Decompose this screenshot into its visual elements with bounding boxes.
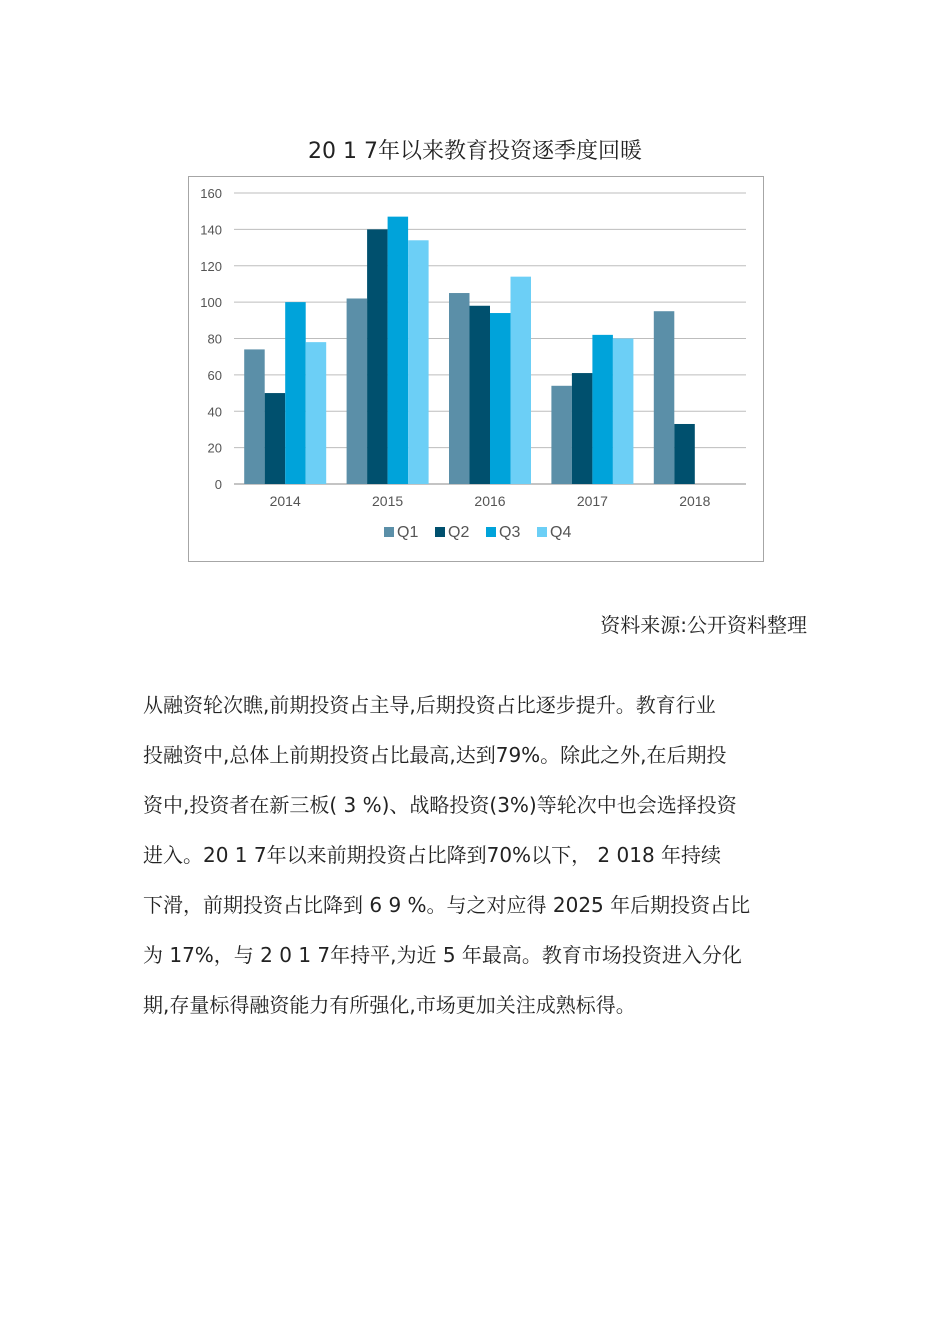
x-tick-label: 2015 xyxy=(372,493,404,509)
y-tick-label: 40 xyxy=(207,404,222,420)
bar-q4-2015 xyxy=(408,240,429,484)
source-note: 资料来源:公开资料整理 xyxy=(600,613,807,637)
paragraph-line: 资中,投资者在新三板( 3 %)、战略投资(3%)等轮次中也会选择投资 xyxy=(143,793,737,817)
paragraph-line: 为 17%，与 2 0 1 7年持平,为近 5 年最高。教育市场投资进入分化 xyxy=(143,943,742,967)
y-tick-label: 80 xyxy=(207,331,222,347)
paragraph-line: 下滑，前期投资占比降到 6 9 %。与之对应得 2025 年后期投资占比 xyxy=(143,893,751,917)
bar-q3-2015 xyxy=(388,217,409,484)
y-tick-label: 20 xyxy=(207,440,222,456)
chart-title: 20 1 7年以来教育投资逐季度回暖 xyxy=(308,139,642,164)
paragraph-line: 投融资中,总体上前期投资占比最高,达到79%。除此之外,在后期投 xyxy=(143,743,727,767)
y-tick-label: 100 xyxy=(200,295,222,311)
bar-chart xyxy=(188,176,764,562)
bar-q4-2016 xyxy=(511,277,532,484)
legend-label-q3: Q3 xyxy=(499,524,521,541)
bar-q4-2014 xyxy=(306,342,327,484)
bar-q1-2015 xyxy=(347,298,368,484)
bar-q1-2014 xyxy=(244,349,265,484)
bar-q2-2015 xyxy=(367,229,388,484)
body-paragraph xyxy=(143,680,813,1030)
paragraph-line: 进入。20 1 7年以来前期投资占比降到70%以下， 2 018 年持续 xyxy=(143,843,722,867)
bar-q2-2018 xyxy=(674,424,695,484)
bar-q3-2014 xyxy=(285,302,306,484)
y-tick-label: 60 xyxy=(207,367,222,383)
paragraph-line: 从融资轮次瞧,前期投资占主导,后期投资占比逐步提升。教育行业 xyxy=(143,693,716,717)
bar-q1-2016 xyxy=(449,293,470,484)
legend-label-q4: Q4 xyxy=(550,524,572,541)
bar-q2-2014 xyxy=(265,393,286,484)
y-tick-label: 140 xyxy=(200,222,222,238)
bar-q4-2017 xyxy=(613,339,634,485)
bar-q3-2016 xyxy=(490,313,511,484)
legend-label-q1: Q1 xyxy=(397,524,419,541)
legend-swatch-q3 xyxy=(486,527,496,537)
y-tick-label: 160 xyxy=(200,186,222,201)
paragraph-line: 期,存量标得融资能力有所强化,市场更加关注成熟标得。 xyxy=(143,993,636,1017)
y-tick-label: 0 xyxy=(214,477,222,492)
bar-q2-2017 xyxy=(572,373,593,484)
bar-q2-2016 xyxy=(470,306,491,484)
legend-swatch-q4 xyxy=(537,527,547,537)
legend-label-q2: Q2 xyxy=(448,524,470,541)
x-tick-label: 2017 xyxy=(576,493,608,509)
x-tick-label: 2018 xyxy=(679,493,711,509)
bar-q1-2018 xyxy=(654,311,675,484)
bar-q1-2017 xyxy=(551,386,572,484)
bar-q3-2017 xyxy=(592,335,613,484)
legend-swatch-q1 xyxy=(384,527,394,537)
legend-swatch-q2 xyxy=(435,527,445,537)
x-tick-label: 2016 xyxy=(474,493,506,509)
y-tick-label: 120 xyxy=(200,258,222,274)
x-tick-label: 2014 xyxy=(269,493,301,509)
